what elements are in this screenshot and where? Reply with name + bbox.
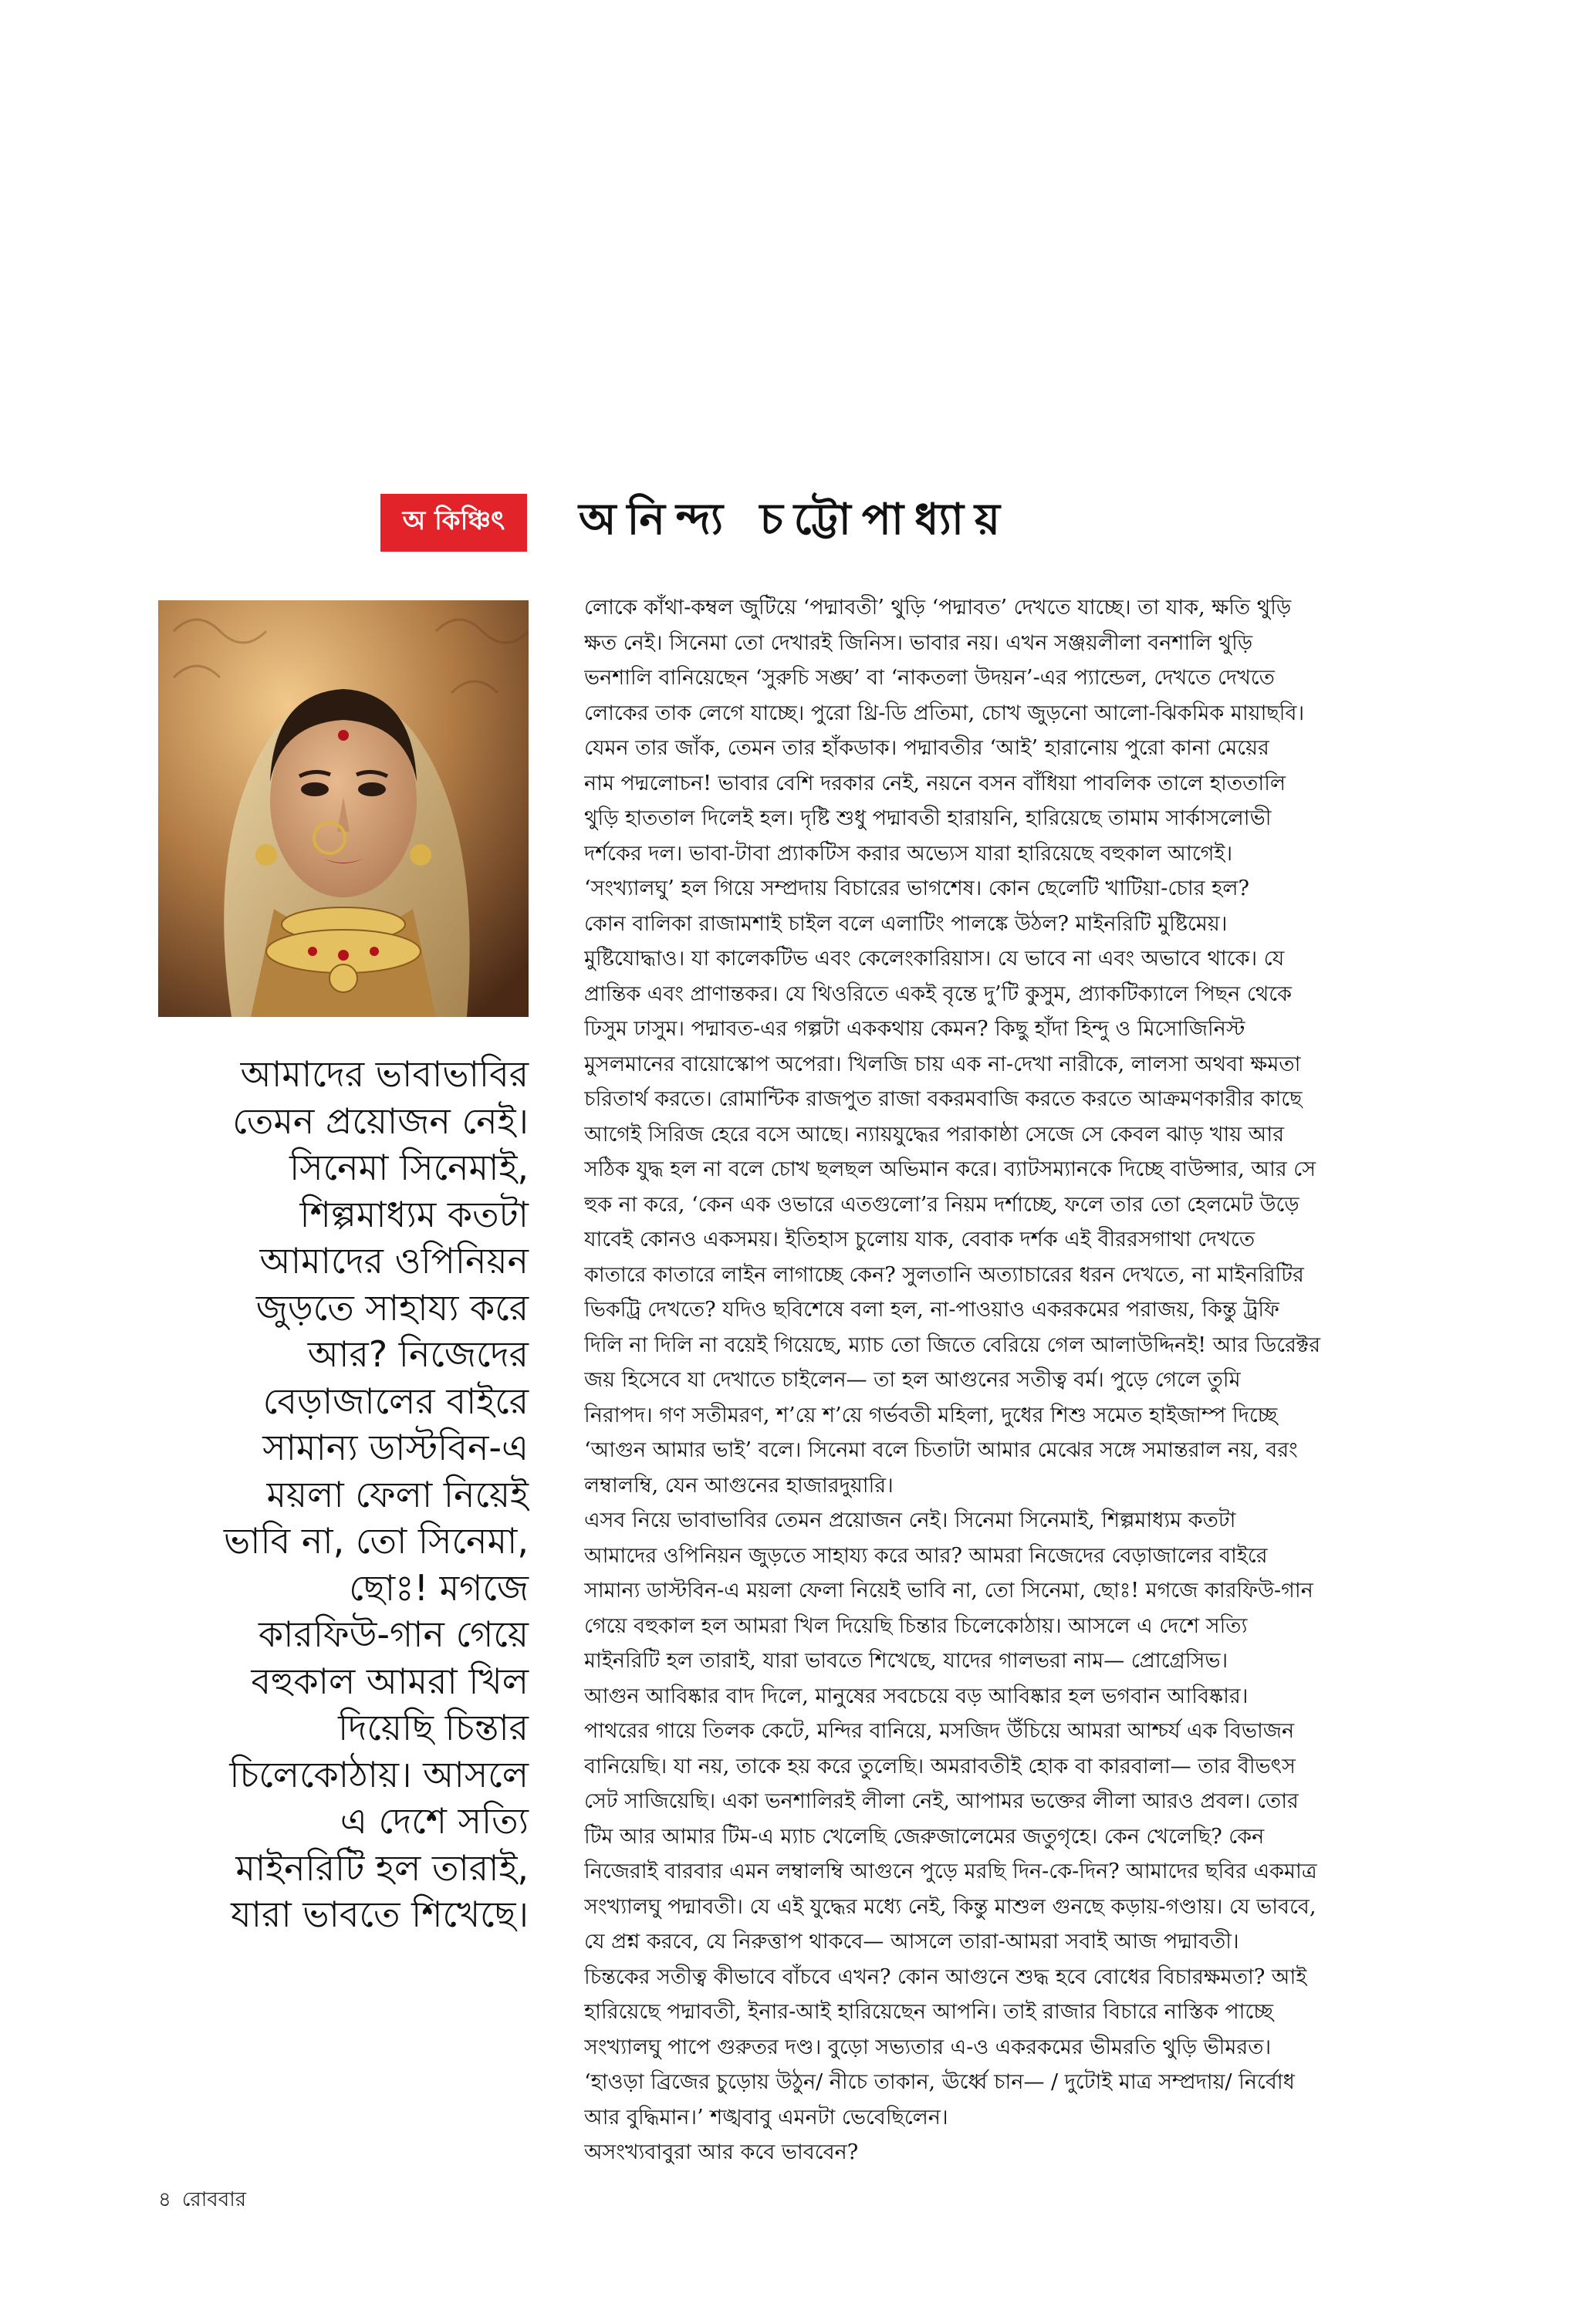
article-line: ক্ষত নেই। সিনেমা তো দেখারই জিনিস। ভাবার নয়। এখন সঞ্জয়লীলা বনশালি থুড়ি — [584, 630, 1253, 655]
pull-quote-line: আমাদের ভাবাভাবির — [240, 1053, 529, 1095]
article-line: কাতারে কাতারে লাইন লাগাচ্ছে কেন? সুলতানি অত্যাচারের ধরন দেখতে, না মাইনরিটির — [584, 1262, 1304, 1287]
pull-quote — [150, 1051, 529, 1938]
page-footer — [158, 2184, 246, 2214]
article-line: এসব নিয়ে ভাবাভাবির তেমন প্রয়োজন নেই। সিনেমা সিনেমাই, শিল্পমাধ্যম কতটা — [584, 1508, 1236, 1532]
article-body — [584, 590, 1420, 2170]
pull-quote-line: সামান্য ডাস্টবিন-এ — [262, 1427, 529, 1468]
magazine-name: রোববার — [181, 2188, 247, 2211]
article-line: দর্শকের দল। ভাবা-টাবা প্র্যাকটিস করার অভ্যেস যারা হারিয়েছে বহুকাল আগেই। — [584, 841, 1233, 866]
page-number: ৪ — [158, 2188, 171, 2211]
pull-quote-line: বহুকাল আমরা খিল — [251, 1660, 529, 1702]
article-line: যে প্রশ্ন করবে, যে নিরুত্তাপ থাকবে— আসলে তারা-আমরা সবাই আজ পদ্মাবতী। — [584, 1930, 1239, 1954]
article-line: ঢিসুম ঢাসুম। পদ্মাবত-এর গল্পটা এককথায় কেমন? কিছু হাঁদা হিন্দু ও মিসোজিনিস্ট — [584, 1017, 1245, 1041]
article-line: নিরাপদ। গণ সতীমরণ, শ’য়ে শ’য়ে গর্ভবতী মহিলা, দুধের শিশু সমেত হাইজাম্প দিচ্ছে — [584, 1403, 1278, 1427]
article-line: আগুন আবিষ্কার বাদ দিলে, মানুষের সবচেয়ে বড় আবিষ্কার হল ভগবান আবিষ্কার। — [584, 1684, 1249, 1708]
pull-quote-line: ছোঃ! মগজে — [349, 1566, 529, 1609]
section-badge: অ কিঞ্চিৎ — [380, 494, 527, 552]
article-line: লোকের তাক লেগে যাচ্ছে। পুরো থ্রি-ডি প্রতিমা, চোখ জুড়নো আলো-ঝিকমিক মায়াছবি। — [584, 701, 1305, 725]
article-line: আগেই সিরিজ হেরে বসে আছে। ন্যায়যুদ্ধের পরাকাষ্ঠা সেজে সে কেবল ঝাড় খায় আর — [584, 1122, 1285, 1147]
article-line: চিন্তকের সতীত্ব কীভাবে বাঁচবে এখন? কোন আগুনে শুদ্ধ হবে বোধের বিচারক্ষমতা? আই — [584, 1964, 1307, 1989]
article-line: চরিতার্থ করতে। রোমান্টিক রাজপুত রাজা বকরমবাজি করতে করতে আক্রমণকারীর কাছে — [584, 1087, 1303, 1111]
pull-quote-line: বেড়াজালের বাইরে — [262, 1380, 529, 1422]
pull-quote-line: ভাবি না, তো সিনেমা, — [223, 1520, 529, 1562]
pull-quote-line: তেমন প্রয়োজন নেই। — [232, 1100, 529, 1142]
pull-quote-line: মাইনরিটি হল তারাই, — [235, 1846, 529, 1889]
pull-quote-line: শিল্পমাধ্যম কতটা — [299, 1193, 529, 1235]
article-line: সংখ্যালঘু পাপে গুরুতর দণ্ড। বুড়ো সভ্যতার এ-ও একরকমের ভীমরতি থুড়ি ভীমরত। — [584, 2035, 1272, 2059]
article-line: নিজেরাই বারবার এমন লম্বালম্বি আগুনে পুড়ে মরছি দিন-কে-দিন? আমাদের ছবির একমাত্র — [584, 1860, 1317, 1883]
article-line: থুড়ি হাততাল দিলেই হল। দৃষ্টি শুধু পদ্মাবতী হারায়নি, হারিয়েছে তামাম সার্কাসলোভী — [584, 806, 1272, 830]
article-line: টিম আর আমার টিম-এ ম্যাচ খেলেছি জেরুজালেমের জতুগৃহে। কেন খেলেছি? কেন — [584, 1824, 1265, 1849]
pull-quote-line: জুড়তে সাহায্য করে — [255, 1286, 529, 1329]
article-line: জয় হিসেবে যা দেখাতে চাইলেন— তা হল আগুনের সতীত্ব বর্ম। পুড়ে গেলে তুমি — [584, 1368, 1241, 1392]
article-line: নাম পদ্মলোচন! ভাবার বেশি দরকার নেই, নয়নে বসন বাঁধিয়া পাবলিক তালে হাততালি — [584, 771, 1286, 795]
article-line: সামান্য ডাস্টবিন-এ ময়লা ফেলা নিয়েই ভাবি না, তো সিনেমা, ছোঃ! মগজে কারফিউ-গান — [584, 1579, 1313, 1603]
pull-quote-line: যারা ভাবতে শিখেছে। — [231, 1893, 529, 1935]
pull-quote-line: দিয়েছি চিন্তার — [338, 1707, 529, 1748]
article-line: হুক না করে, ‘কেন এক ওভারে এতগুলো’র নিয়ম দর্শাচ্ছে, ফলে তার তো হেলমেট উড়ে — [584, 1192, 1299, 1217]
article-line: পাথরের গায়ে তিলক কেটে, মন্দির বানিয়ে, মসজিদ উঁচিয়ে আমরা আশ্চর্য এক বিভাজন — [584, 1719, 1295, 1743]
article-line: হারিয়েছে পদ্মাবতী, ইনার-আই হারিয়েছেন আপনি। তাই রাজার বিচারে নাস্তিক পাচ্ছে — [584, 2000, 1273, 2024]
article-line: সংখ্যালঘু পদ্মাবতী। যে এই যুদ্ধের মধ্যে নেই, কিন্তু মাশুল গুনছে কড়ায়-গণ্ডায়। যে ভাববে, — [584, 1894, 1316, 1919]
article-line: যাবেই কোনও একসময়। ইতিহাস চুলোয় যাক, বেবাক দর্শক এই বীররসগাথা দেখতে — [584, 1228, 1255, 1252]
article-line: লম্বালম্বি, যেন আগুনের হাজারদুয়ারি। — [584, 1473, 894, 1498]
pull-quote-line: এ দেশে সত্যি — [340, 1800, 529, 1842]
article-line: দিলি না দিলি না বয়েই গিয়েছে, ম্যাচ তো জিতে বেরিয়ে গেল আলাউদ্দিনই! আর ডিরেক্টর — [584, 1333, 1321, 1357]
pull-quote-line: আমাদের ওপিনিয়ন — [259, 1240, 529, 1282]
article-line: অসংখ্যবাবুরা আর কবে ভাববেন? — [584, 2140, 859, 2164]
article-line: লোকে কাঁথা-কম্বল জুটিয়ে ‘পদ্মাবতী’ থুড়ি ‘পদ্মাবত’ দেখতে যাচ্ছে। তা যাক, ক্ষতি থুড়ি — [584, 596, 1292, 620]
article-line: সঠিক যুদ্ধ হল না বলে চোখ ছলছল অভিমান করে। ব্যাটসম্যানকে দিচ্ছে বাউন্সার, আর সে — [584, 1157, 1316, 1181]
pull-quote-line: সিনেমা সিনেমাই, — [289, 1147, 529, 1188]
pull-quote-line: চিলেকোঠায়। আসলে — [229, 1753, 529, 1795]
article-line: সেট সাজিয়েছি। একা ভনশালিরই লীলা নেই, আপামর ভক্তের লীলা আরও প্রবল। তোর — [584, 1789, 1299, 1813]
article-line: মুষ্টিযোদ্ধাও। যা কালেকটিভ এবং কেলেংকারিয়াস। যে ভাবে না এবং অভাবে থাকে। যে — [584, 947, 1285, 971]
article-line: ‘আগুন আমার ভাই’ বলে। সিনেমা বলে চিতাটা আমার মেঝের সঙ্গে সমান্তরাল নয়, বরং — [584, 1438, 1298, 1462]
article-line: ভনশালি বানিয়েছেন ‘সুরুচি সঙ্ঘ’ বা ‘নাকতলা উদয়ন’-এর প্যান্ডেল, দেখতে দেখতে — [584, 666, 1275, 690]
article-line: প্রান্তিক এবং প্রাণান্তকর। যে থিওরিতে একই বৃন্তে দু’টি কুসুম, প্র্যাকটিক্যালে পিছন থেকে — [584, 981, 1293, 1006]
article-line: ‘হাওড়া ব্রিজের চুড়োয় উঠুন/ নীচে তাকান, ঊর্ধ্বে চান— / দুটোই মাত্র সম্প্রদায়/ নির্বোধ — [584, 2070, 1295, 2094]
article-line: ‘সংখ্যালঘু’ হল গিয়ে সম্প্রদায় বিচারের ভাগশেষ। কোন ছেলেটি খাটিয়া-চোর হল? — [584, 877, 1249, 900]
article-line: বানিয়েছি। যা নয়, তাকে হয় করে তুলেছি। অমরাবতীই হোক বা কারবালা— তার বীভৎস — [584, 1754, 1296, 1778]
article-line: মাইনরিটি হল তারাই, যারা ভাবতে শিখেছে, যাদের গালভরা নাম— প্রোগ্রেসিভ। — [584, 1649, 1228, 1673]
pull-quote-line: আর? নিজেদের — [307, 1333, 529, 1375]
pull-quote-line: কারফিউ-গান গেয়ে — [259, 1613, 529, 1655]
article-line: ভিকট্রি দেখতে? যদিও ছবিশেষে বলা হল, না-পাওয়াও একরকমের পরাজয়, কিন্তু ট্রফি — [584, 1298, 1279, 1322]
portrait-photo — [158, 600, 529, 1017]
article-line: আর বুদ্ধিমান।’ শঙ্খবাবু এমনটা ভেবেছিলেন। — [584, 2105, 948, 2130]
pull-quote-line: ময়লা ফেলা নিয়েই — [266, 1473, 529, 1515]
article-line: কোন বালিকা রাজামশাই চাইল বলে এলাটিং পালঙ্কে উঠল? মাইনরিটি মুষ্টিমেয়। — [584, 911, 1228, 936]
article-line: যেমন তার জাঁক, তেমন তার হাঁকডাক। পদ্মাবতীর ‘আই’ হারানোয় পুরো কানা মেয়ের — [584, 736, 1269, 760]
author-name: অনিন্দ্য চট্টোপাধ্যায় — [579, 494, 1011, 545]
article-line: আমাদের ওপিনিয়ন জুড়তে সাহায্য করে আর? আমরা নিজেদের বেড়াজালের বাইরে — [584, 1543, 1268, 1568]
article-line: গেয়ে বহুকাল হল আমরা খিল দিয়েছি চিন্তার চিলেকোঠায়। আসলে এ দেশে সত্যি — [584, 1613, 1248, 1638]
article-line: মুসলমানের বায়োস্কোপ অপেরা। খিলজি চায় এক না-দেখা নারীকে, লালসা অথবা ক্ষমতা — [584, 1052, 1301, 1076]
